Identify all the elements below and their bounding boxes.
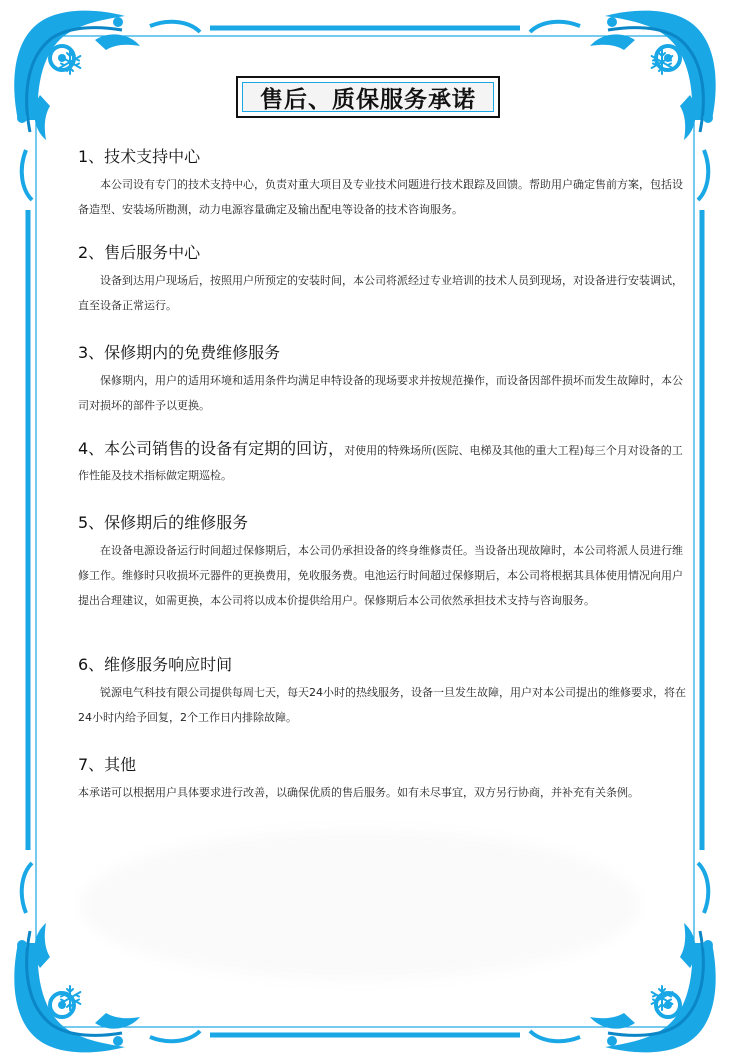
section-heading: 2、售后服务中心 — [78, 243, 201, 262]
page-title-box — [236, 76, 500, 118]
section-technical-support — [78, 146, 688, 222]
section-body: 对使用的特殊场所(医院、电梯及其他的重大工程)每三个月对设备的工作性能及技术指标做定期巡检。 — [78, 444, 683, 482]
section-body: 保修期内，用户的适用环境和适用条件均满足申特设备的现场要求并按规范操作，而设备因部件损坏而发生故障时，本公司对损坏的部件予以更换。 — [78, 374, 683, 412]
section-heading: 3、保修期内的免费维修服务 — [78, 343, 281, 362]
background-smudge — [80, 830, 640, 980]
section-heading: 5、保修期后的维修服务 — [78, 513, 249, 532]
section-other — [78, 754, 688, 805]
section-heading: 4、本公司销售的设备有定期的回访， — [78, 439, 345, 458]
section-body: 本承诺可以根据用户具体要求进行改善，以确保优质的售后服务。如有未尽事宜，双方另行协商，并补充有关条例。 — [78, 786, 639, 799]
section-body: 设备到达用户现场后，按照用户所预定的安装时间，本公司将派经过专业培训的技术人员到现场，对设备进行安装调试，直至设备正常运行。 — [78, 274, 683, 312]
section-regular-visits — [78, 436, 688, 488]
section-response-time — [78, 654, 688, 730]
section-body: 本公司设有专门的技术支持中心，负责对重大项目及专业技术问题进行技术跟踪及回馈。帮助用户确定售前方案，包括设备造型、安装场所勘测，动力电源容量确定及输出配电等设备的技术咨询服务。 — [78, 178, 683, 216]
section-body: 在设备电源设备运行时间超过保修期后，本公司仍承担设备的终身维修责任。当设备出现故障时，本公司将派人员进行维修工作。维修时只收损坏元器件的更换费用，免收服务费。电池运行时间超过保修期后，本公司将根据其具体使用情况向用户提出合理建议，如需更换，本公司将以成本价提供给用户。保修期后本公司依然承担技术支持与咨询服务。 — [78, 544, 683, 607]
section-heading: 7、其他 — [78, 755, 137, 774]
section-heading: 6、维修服务响应时间 — [78, 655, 233, 674]
section-after-sales-center — [78, 242, 688, 318]
section-body: 锐源电气科技有限公司提供每周七天，每天24小时的热线服务，设备一旦发生故障，用户对本公司提出的维修要求，将在24小时内给予回复，2个工作日内排除故障。 — [78, 686, 686, 724]
section-post-warranty-repair — [78, 512, 688, 613]
section-free-warranty-repair — [78, 342, 688, 418]
section-heading: 1、技术支持中心 — [78, 147, 201, 166]
page-title: 售后、质保服务承诺 — [260, 86, 476, 113]
